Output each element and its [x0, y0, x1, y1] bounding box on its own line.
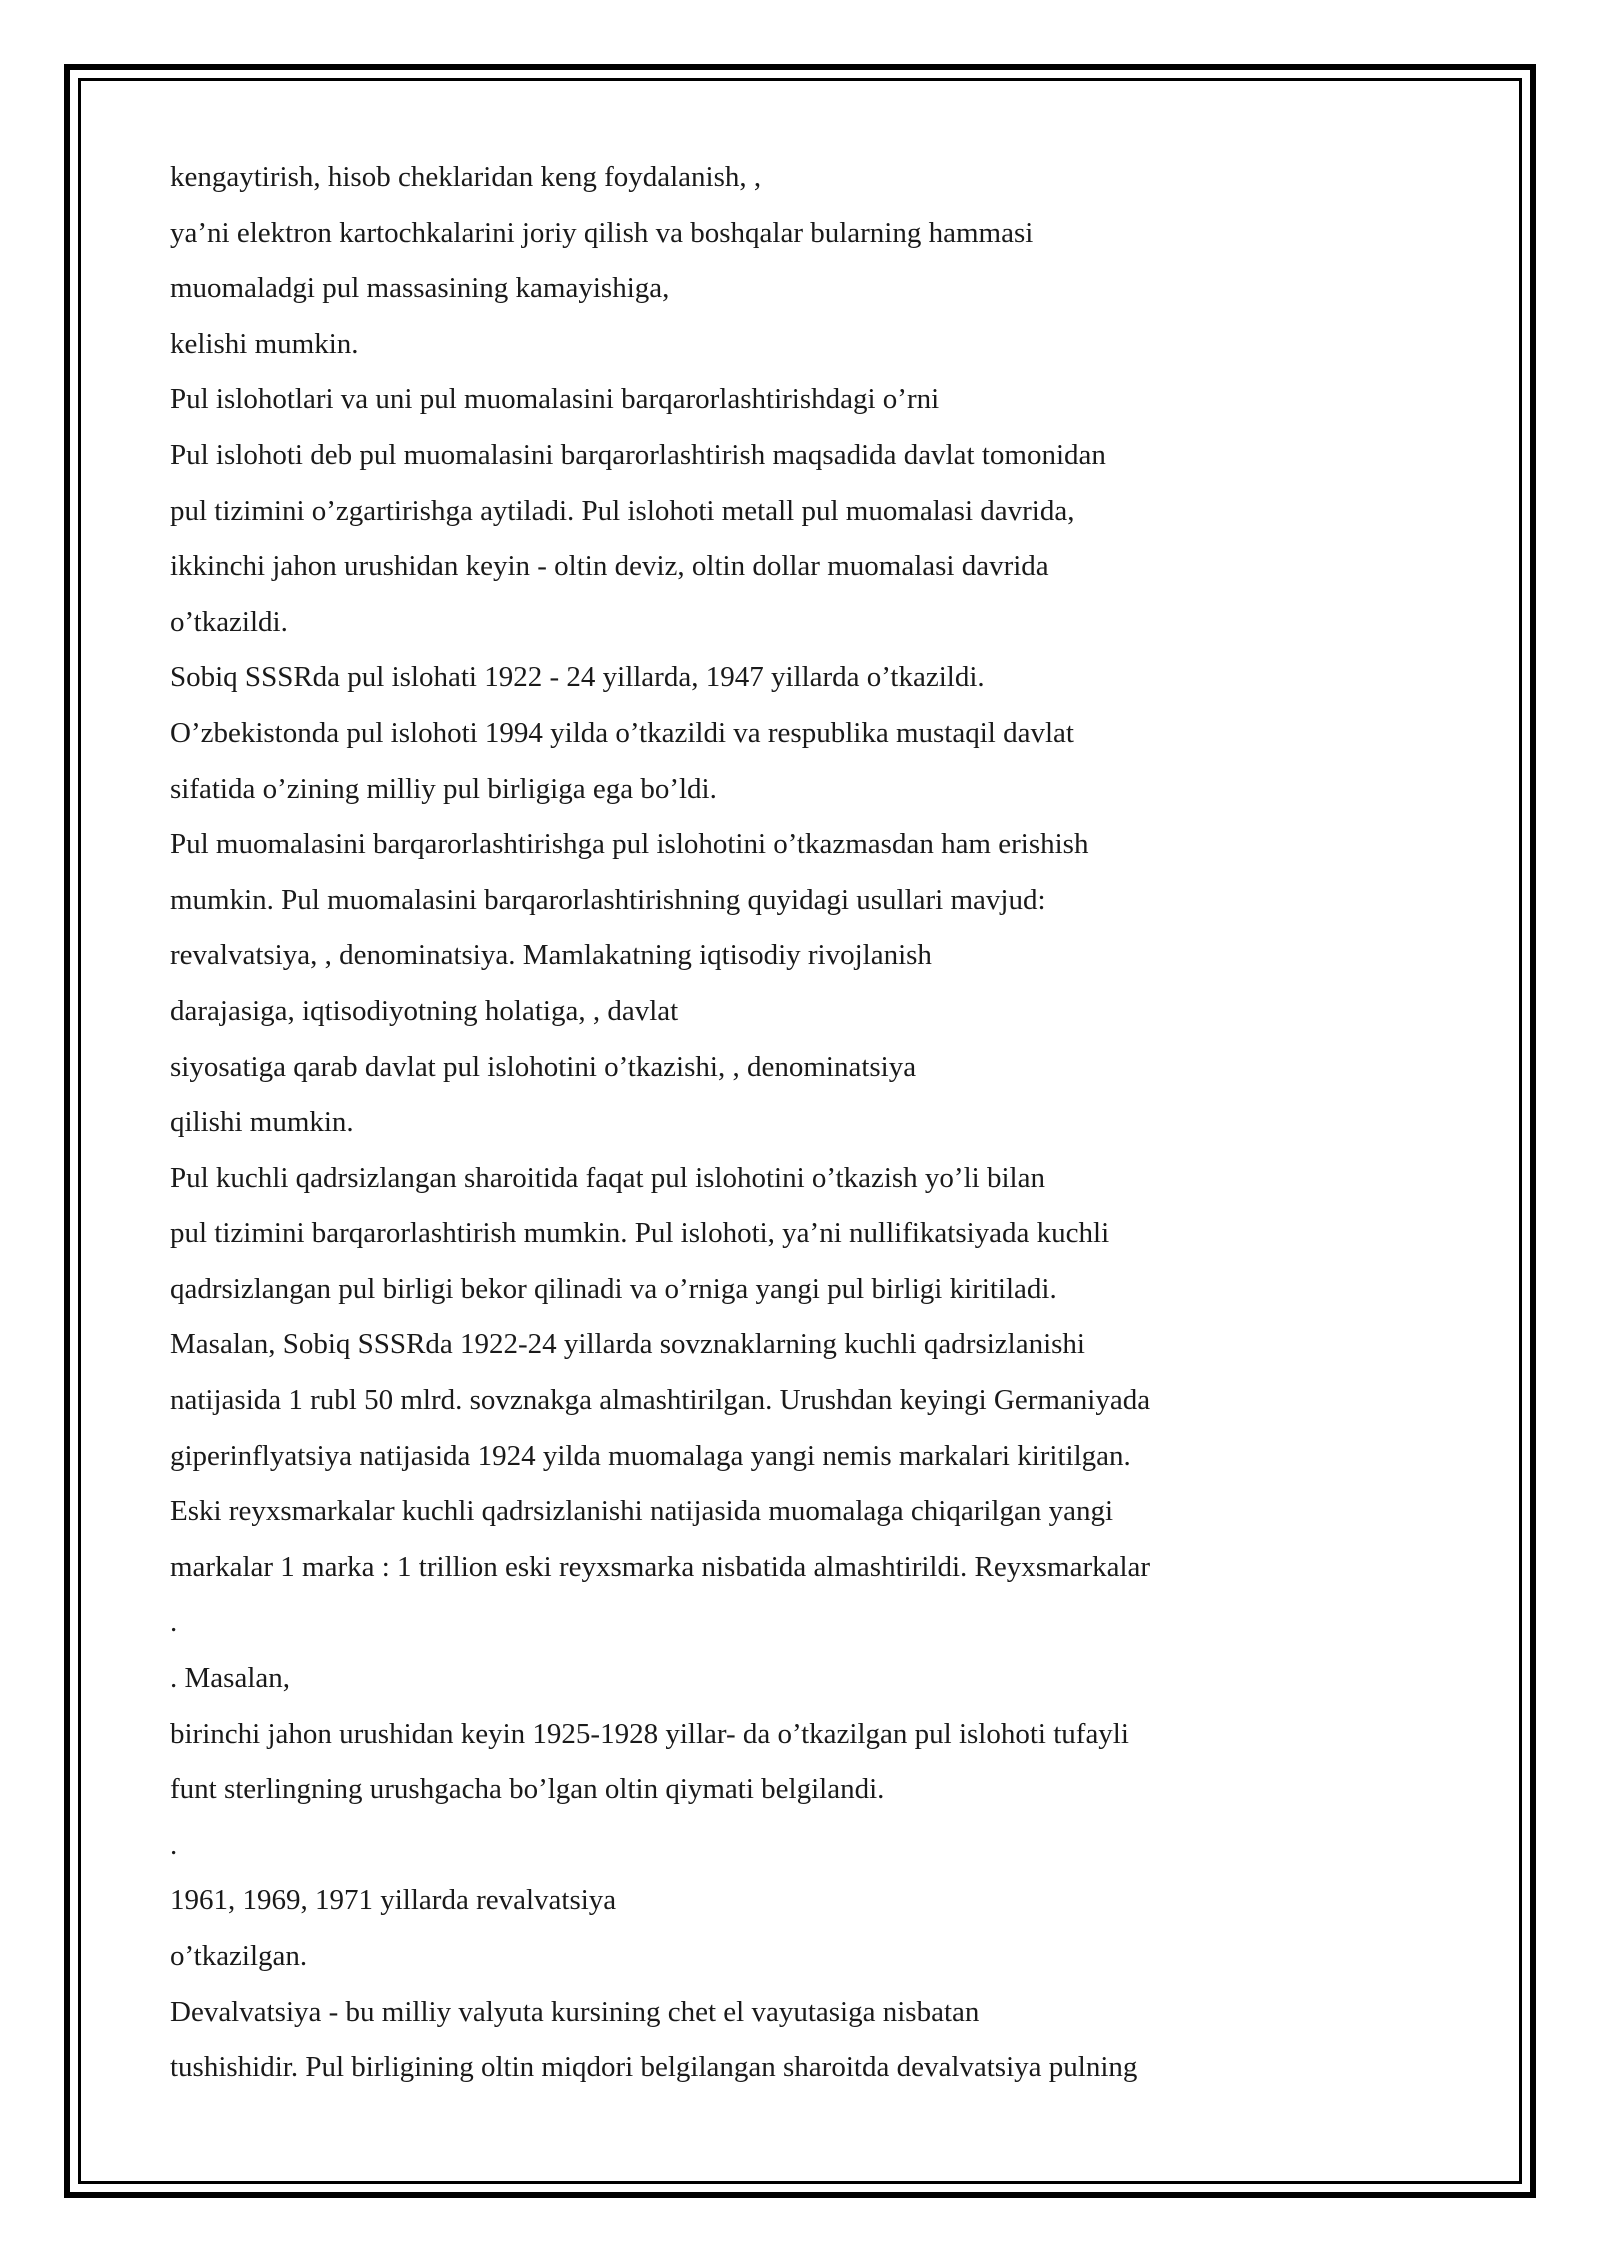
text-line: Eski reyxsmarkalar kuchli qadrsizlanishi natijasida muomalaga chiqarilgan yangi	[170, 1495, 1114, 1528]
text-line: revalvatsiya, , denominatsiya. Mamlakatning iqtisodiy rivojlanish	[170, 939, 932, 972]
text-line: pul tizimini barqarorlashtirish mumkin. Pul islohoti, ya’ni nullifikatsiyada kuchli	[170, 1217, 1110, 1250]
text-line: ya’ni elektron kartochkalarini joriy qilish va boshqalar bularning hammasi	[170, 216, 1034, 249]
text-line: ikkinchi jahon urushidan keyin - oltin deviz, oltin dollar muomalasi davrida	[170, 550, 1049, 583]
text-line: tushishidir. Pul birligining oltin miqdori belgilangan sharoitda devalvatsiya pulning	[170, 2051, 1138, 2084]
text-line: o’tkazildi.	[170, 605, 288, 638]
text-line: giperinflyatsiya natijasida 1924 yilda muomalaga yangi nemis markalari kiritilgan.	[170, 1439, 1131, 1472]
text-line: Masalan, Sobiq SSSRda 1922-24 yillarda sovznaklarning kuchli qadrsizlanishi	[170, 1328, 1085, 1361]
text-line: muomaladgi pul massasining kamayishiga,	[170, 272, 670, 305]
text-line: .	[170, 1828, 178, 1861]
text-line: O’zbekistonda pul islohoti 1994 yilda o’tkazildi va respublika mustaqil davlat	[170, 716, 1074, 749]
text-line: Sobiq SSSRda pul islohati 1922 - 24 yillarda, 1947 yillarda o’tkazildi.	[170, 661, 985, 694]
document-body	[170, 150, 1450, 2096]
text-line: qilishi mumkin.	[170, 1106, 354, 1139]
text-line: kengaytirish, hisob cheklaridan keng foydalanish, ,	[170, 161, 762, 193]
text-line: 1961, 1969, 1971 yillarda revalvatsiya	[170, 1884, 617, 1917]
text-line: mumkin. Pul muomalasini barqarorlashtirishning quyidagi usullari mavjud:	[170, 883, 1046, 916]
text-line: .	[170, 1606, 178, 1639]
text-line: pul tizimini o’zgartirishga aytiladi. Pul islohoti metall pul muomalasi davrida,	[170, 494, 1075, 527]
text-line: birinchi jahon urushidan keyin 1925-1928 yillar- da o’tkazilgan pul islohoti tufayli	[170, 1717, 1129, 1750]
text-line: siyosatiga qarab davlat pul islohotini o’tkazishi, , denominatsiya	[170, 1050, 917, 1083]
text-line: qadrsizlangan pul birligi bekor qilinadi va o’rniga yangi pul birligi kiritiladi.	[170, 1272, 1057, 1305]
text-line: Pul islohoti deb pul muomalasini barqarorlashtirish maqsadida davlat tomonidan	[170, 438, 1106, 471]
text-line: Pul muomalasini barqarorlashtirishga pul islohotini o’tkazmasdan ham erishish	[170, 828, 1089, 861]
text-line: sifatida o’zining milliy pul birligiga ega bo’ldi.	[170, 772, 717, 805]
text-line: Devalvatsiya - bu milliy valyuta kursining chet el vayutasiga nisbatan	[170, 1995, 980, 2028]
text-line: o’tkazilgan.	[170, 1940, 308, 1972]
text-line: . Masalan,	[170, 1662, 290, 1695]
text-line: natijasida 1 rubl 50 mlrd. sovznakga almashtirilgan. Urushdan keyingi Germaniyada	[170, 1384, 1151, 1417]
text-line: markalar 1 marka : 1 trillion eski reyxsmarka nisbatida almashtirildi. Reyxsmarkalar	[170, 1550, 1151, 1583]
section-heading: Pul islohotlari va uni pul muomalasini barqarorlashtirishdagi o’rni	[170, 383, 940, 416]
text-line: Pul kuchli qadrsizlangan sharoitida faqat pul islohotini o’tkazish yo’li bilan	[170, 1161, 1045, 1194]
text-line: darajasiga, iqtisodiyotning holatiga, , davlat	[170, 994, 679, 1027]
text-line: funt sterlingning urushgacha bo’lgan oltin qiymati belgilandi.	[170, 1773, 885, 1806]
text-line: kelishi mumkin.	[170, 327, 359, 360]
